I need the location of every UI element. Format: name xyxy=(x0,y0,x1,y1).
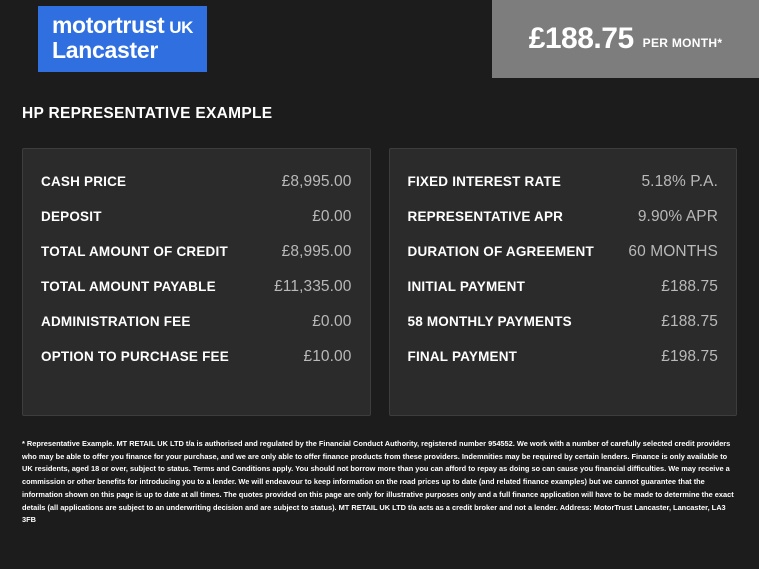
table-row xyxy=(39,235,354,270)
logo-primary-line xyxy=(52,13,193,37)
row-value: £8,995.00 xyxy=(281,243,352,260)
row-value: £188.75 xyxy=(661,278,718,295)
row-value: £11,335.00 xyxy=(274,278,352,295)
row-label: REPRESENTATIVE APR xyxy=(407,209,564,224)
finance-panels xyxy=(0,123,759,416)
table-row xyxy=(39,200,354,235)
row-value: £0.00 xyxy=(312,208,352,225)
row-value: 9.90% APR xyxy=(637,208,718,225)
row-label: CASH PRICE xyxy=(41,174,127,189)
table-row xyxy=(406,200,721,235)
row-label: TOTAL AMOUNT OF CREDIT xyxy=(41,244,228,259)
row-label: FINAL PAYMENT xyxy=(407,349,518,364)
row-value: 5.18% P.A. xyxy=(641,173,718,190)
page-header xyxy=(0,0,759,78)
table-row xyxy=(406,270,721,305)
table-row xyxy=(39,305,354,340)
table-row xyxy=(406,305,721,340)
dealer-logo[interactable] xyxy=(38,6,207,72)
monthly-price-amount: £188.75 xyxy=(528,22,634,55)
brand-block xyxy=(0,0,492,78)
row-value: £198.75 xyxy=(661,348,718,365)
row-value: £188.75 xyxy=(661,313,718,330)
row-value: £10.00 xyxy=(303,348,352,365)
table-row xyxy=(39,165,354,200)
monthly-price-banner xyxy=(492,0,759,78)
logo-word-uk: UK xyxy=(169,17,194,37)
table-row xyxy=(39,270,354,305)
row-label: 58 MONTHLY PAYMENTS xyxy=(407,314,572,329)
row-label: TOTAL AMOUNT PAYABLE xyxy=(41,279,216,294)
table-row xyxy=(406,165,721,200)
logo-word-motor: motor xyxy=(52,11,116,38)
row-value: £0.00 xyxy=(312,313,352,330)
table-row xyxy=(39,340,354,375)
finance-panel-left xyxy=(22,148,371,416)
finance-panel-right xyxy=(389,148,738,416)
row-label: DURATION OF AGREEMENT xyxy=(407,244,594,259)
disclaimer-text: * Representative Example. MT RETAIL UK LTD t/a is authorised and regulated by the Financial Conduct Authority, registered number 954552. We work with a number of carefully selected credit providers who may be able to offer you finance for your purchase, and we are only able to offer finance products from these providers. Indemnities may be required by certain lenders. Finance is only available to UK residents, aged 18 or over, subject to status. Terms and Conditions apply. You should not borrow more than you can afford to repay as doing so can cause you financial difficulties. We may receive a commission or other benefits for introducing you to a lender. We will endeavour to keep information on the road prices up to date (and related finance examples) but we cannot guarantee that the information shown on this page is up to date at all times. The quotes provided on this page are only for illustrative purposes only and a full finance application will have to be made to determine the exact details (all applications are subject to an underwriting decision and are subject to status). MT RETAIL UK LTD t/a acts as a credit broker and not a lender. Address: MotorTrust Lancaster, Lancaster, LA3 3FB xyxy=(22,439,734,525)
monthly-price-suffix: PER MONTH* xyxy=(642,36,723,50)
row-label: FIXED INTEREST RATE xyxy=(407,174,562,189)
row-label: ADMINISTRATION FEE xyxy=(41,314,191,329)
table-row xyxy=(406,235,721,270)
table-row xyxy=(406,340,721,375)
row-label: INITIAL PAYMENT xyxy=(407,279,526,294)
row-label: DEPOSIT xyxy=(41,209,102,224)
row-label: OPTION TO PURCHASE FEE xyxy=(41,349,229,364)
logo-word-trust: trust xyxy=(115,11,165,38)
page-title: HP REPRESENTATIVE EXAMPLE xyxy=(22,105,273,122)
row-value: £8,995.00 xyxy=(281,173,352,190)
row-value: 60 MONTHS xyxy=(628,243,718,260)
logo-location: Lancaster xyxy=(52,37,158,63)
